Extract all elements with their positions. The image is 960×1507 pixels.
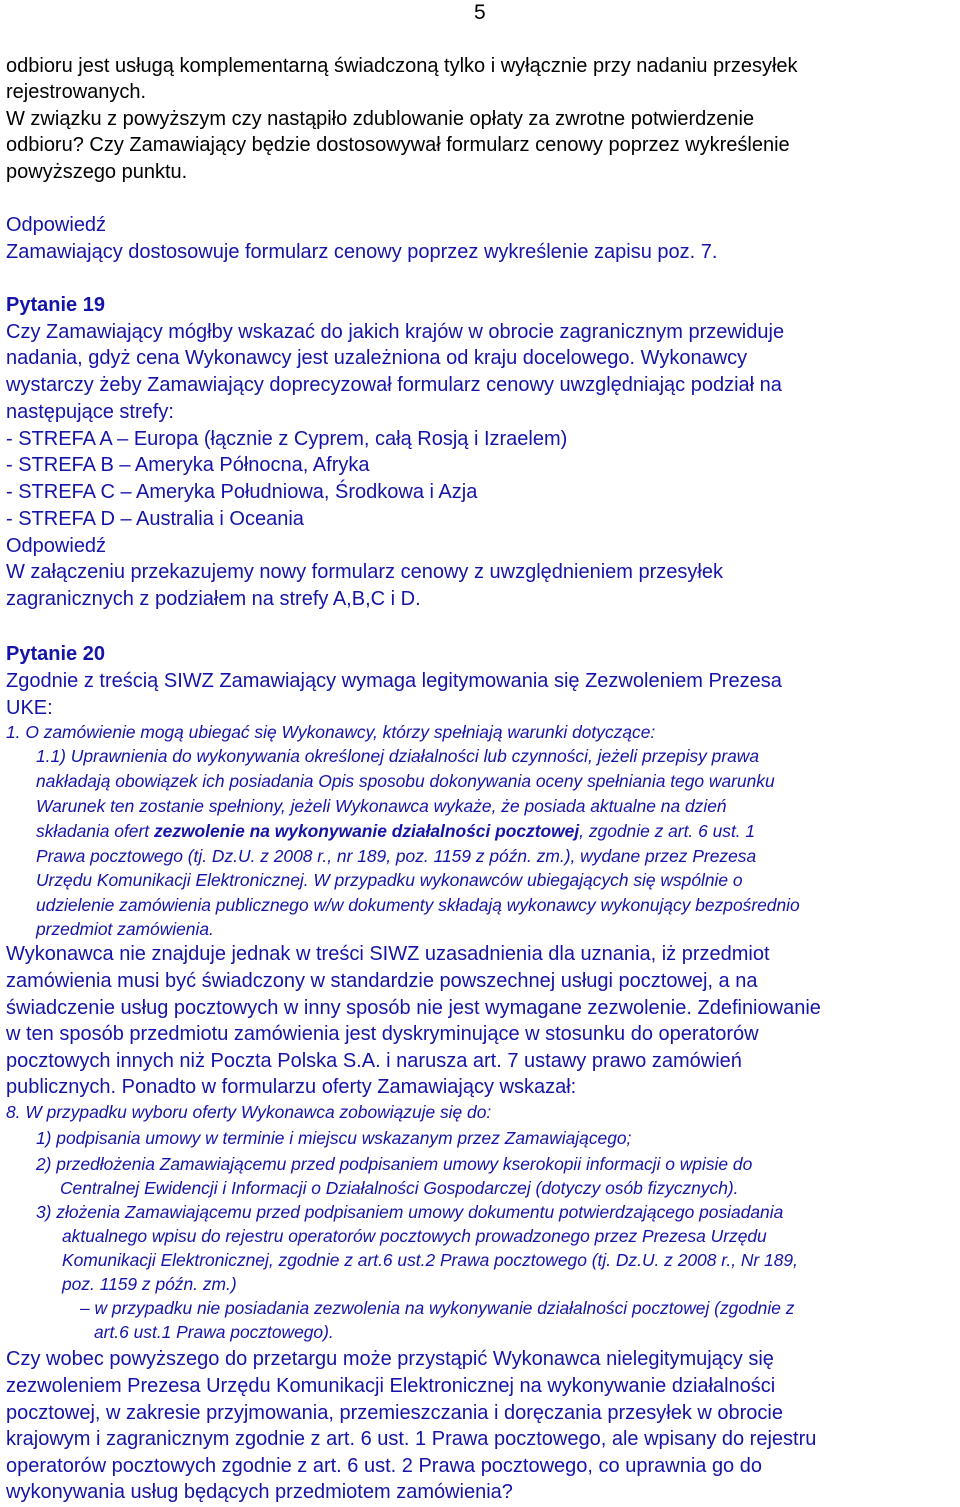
quoted-text: 1. O zamówienie mogą ubiegać się Wykonawcy, którzy spełniają warunki dotyczące: xyxy=(6,722,656,742)
question-text: zamówienia musi być świadczony w standardzie powszechnej usługi pocztowej, a na xyxy=(6,970,758,992)
question-heading: Pytanie 19 xyxy=(6,294,105,316)
quoted-list-item: 1) podpisania umowy w terminie i miejscu wskazanym przez Zamawiającego; xyxy=(36,1128,632,1148)
quoted-list-item: 2) przedłożenia Zamawiającemu przed podpisaniem umowy kserokopii informacji o wpisie do xyxy=(36,1154,753,1174)
zone-item: - STREFA C – Ameryka Południowa, Środkowa i Azja xyxy=(6,481,478,503)
quoted-text: udzielenie zamówienia publicznego w/w dokumenty składają wykonawcy wykonujący bezpośrednio xyxy=(36,895,800,915)
quoted-list-item: 3) złożenia Zamawiającemu przed podpisaniem umowy dokumentu potwierdzającego posiadania xyxy=(36,1202,784,1222)
quoted-text: przedmiot zamówienia. xyxy=(36,919,214,939)
quoted-text xyxy=(36,820,755,842)
question-text: wystarczy żeby Zamawiający doprecyzował formularz cenowy uwzględniając podział na xyxy=(6,374,782,396)
question-text: świadczenie usług pocztowych w inny sposób nie jest wymagane zezwolenie. Zdefiniowanie xyxy=(6,997,821,1019)
question-text: publicznych. Ponadto w formularzu oferty Zamawiający wskazał: xyxy=(6,1076,577,1098)
quoted-text: Urzędu Komunikacji Elektronicznej. W przypadku wykonawców ubiegających się wspólnie o xyxy=(36,870,743,890)
quoted-text: nakładają obowiązek ich posiadania Opis sposobu dokonywania oceny spełniania tego warunku xyxy=(36,771,775,791)
question-heading: Pytanie 20 xyxy=(6,643,105,665)
question-text: nadania, gdyż cena Wykonawcy jest uzależniona od kraju docelowego. Wykonawcy xyxy=(6,347,748,369)
text-line: W związku z powyższym czy nastąpiło zdublowanie opłaty za zwrotne potwierdzenie xyxy=(6,108,755,130)
question-text: pocztowej, w zakresie przyjmowania, przemieszczania i doręczania przesyłek w obrocie xyxy=(6,1402,783,1424)
question-text: następujące strefy: xyxy=(6,401,174,423)
quoted-text-emphasis: zezwolenie na wykonywanie działalności pocztowej xyxy=(153,821,580,841)
quoted-list-item: Komunikacji Elektronicznej, zgodnie z art.6 ust.2 Prawa pocztowego (tj. Dz.U. z 2008 r., Nr 189, xyxy=(62,1250,798,1270)
quoted-text-part: , zgodnie z art. 6 ust. 1 xyxy=(579,821,756,841)
question-text: Czy wobec powyższego do przetargu może przystąpić Wykonawca nielegitymujący się xyxy=(6,1348,774,1370)
answer-text: W załączeniu przekazujemy nowy formularz cenowy z uwzględnieniem przesyłek xyxy=(6,561,723,583)
text-line: rejestrowanych. xyxy=(6,81,147,103)
question-text: operatorów pocztowych zgodnie z art. 6 ust. 2 Prawa pocztowego, co uprawnia go do xyxy=(6,1455,762,1477)
quoted-text: Warunek ten zostanie spełniony, jeżeli Wykonawca wykaże, że posiada aktualne na dzień xyxy=(36,796,727,816)
text-line: powyższego punktu. xyxy=(6,161,188,183)
quoted-list-item: aktualnego wpisu do rejestru operatorów pocztowych prowadzonego przez Prezesa Urzędu xyxy=(62,1226,767,1246)
zone-item: - STREFA B – Ameryka Północna, Afryka xyxy=(6,454,370,476)
text-line: odbioru? Czy Zamawiający będzie dostosowywał formularz cenowy poprzez wykreślenie xyxy=(6,134,790,156)
answer-text: zagranicznych z podziałem na strefy A,B,C i D. xyxy=(6,588,421,610)
question-text: Wykonawca nie znajduje jednak w treści SIWZ uzasadnienia dla uznania, iż przedmiot xyxy=(6,943,770,965)
question-text: pocztowych innych niż Poczta Polska S.A. i narusza art. 7 ustawy prawo zamówień xyxy=(6,1050,742,1072)
question-text: wykonywania usług będących przedmiotem zamówienia? xyxy=(6,1481,513,1503)
quoted-list-item: – w przypadku nie posiadania zezwolenia na wykonywanie działalności pocztowej (zgodnie z xyxy=(80,1298,795,1318)
page-number: 5 xyxy=(474,1,486,24)
quoted-list-item: poz. 1159 z późn. zm.) xyxy=(62,1274,237,1294)
text-line: odbioru jest usługą komplementarną świadczoną tylko i wyłącznie przy nadaniu przesyłek xyxy=(6,55,798,77)
question-text: zezwoleniem Prezesa Urzędu Komunikacji Elektronicznej na wykonywanie działalności xyxy=(6,1375,776,1397)
answer-text: Zamawiający dostosowuje formularz cenowy poprzez wykreślenie zapisu poz. 7. xyxy=(6,241,718,263)
quoted-text-part: składania ofert xyxy=(36,821,154,841)
question-text: krajowym i zagranicznym zgodnie z art. 6 ust. 1 Prawa pocztowego, ale wpisany do rejestru xyxy=(6,1428,817,1450)
question-text: w ten sposób przedmiotu zamówienia jest dyskryminujące w stosunku do operatorów xyxy=(6,1023,759,1045)
quoted-list-item: art.6 ust.1 Prawa pocztowego). xyxy=(94,1322,334,1342)
quoted-text: 1.1) Uprawnienia do wykonywania określonej działalności lub czynności, jeżeli przepisy prawa xyxy=(36,746,760,766)
question-text: UKE: xyxy=(6,697,53,719)
question-text: Zgodnie z treścią SIWZ Zamawiający wymaga legitymowania się Zezwoleniem Prezesa xyxy=(6,670,782,692)
zone-item: - STREFA A – Europa (łącznie z Cyprem, całą Rosją i Izraelem) xyxy=(6,428,568,450)
quoted-text: Prawa pocztowego (tj. Dz.U. z 2008 r., nr 189, poz. 1159 z późn. zm.), wydane przez Prezesa xyxy=(36,846,757,866)
quoted-text: 8. W przypadku wyboru oferty Wykonawca zobowiązuje się do: xyxy=(6,1102,492,1122)
answer-heading: Odpowiedź xyxy=(6,535,107,557)
question-text: Czy Zamawiający mógłby wskazać do jakich krajów w obrocie zagranicznym przewiduje xyxy=(6,321,785,343)
zone-item: - STREFA D – Australia i Oceania xyxy=(6,508,304,530)
answer-heading: Odpowiedź xyxy=(6,214,107,236)
quoted-list-item: Centralnej Ewidencji i Informacji o Działalności Gospodarczej (dotyczy osób fizycznych). xyxy=(60,1178,739,1198)
